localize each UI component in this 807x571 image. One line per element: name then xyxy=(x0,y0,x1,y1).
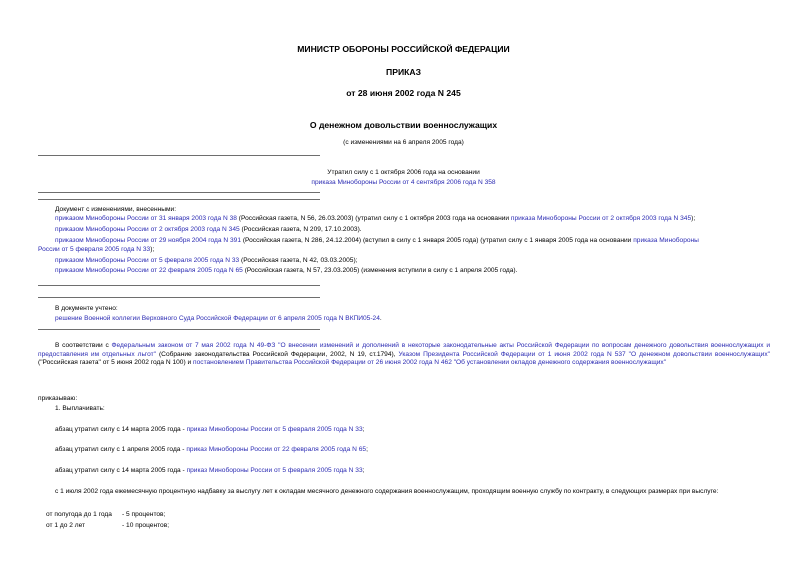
preamble-paragraph xyxy=(38,342,770,368)
change-3-repeal-link-b[interactable]: России от 5 февраля 2005 года N 33 xyxy=(38,246,151,253)
divider xyxy=(38,155,320,156)
change-1-link[interactable]: приказом Минобороны России от 31 января 2003 года N 38 xyxy=(55,215,237,222)
divider xyxy=(38,297,320,298)
preamble-text-3: ("Российская газета" от 5 июня 2002 года N 100) и xyxy=(38,359,194,367)
expired-notice: Утратил силу с 1 октября 2006 года на основании xyxy=(327,169,480,176)
considered-item xyxy=(55,315,382,324)
expired-link-line xyxy=(0,179,807,188)
divider xyxy=(38,199,320,200)
change-3-tail: ); xyxy=(150,246,155,253)
doc-subtitle: (с изменениями на 6 апреля 2005 года) xyxy=(343,139,464,146)
repealed-2-tail: ; xyxy=(366,446,368,453)
change-3-link[interactable]: приказом Минобороны России от 29 ноября 2004 года N 391 xyxy=(55,237,241,244)
government-resolution-link[interactable]: постановлением Правительства Российской Федерации от 26 июня 2002 года N 462 "Об установлении окладов денежного содержания военнослужащих" xyxy=(193,359,667,367)
change-item-1 xyxy=(55,215,695,224)
federal-law-link[interactable]: Федеральным законом от 7 мая 2002 года N 49-ФЗ "О внесении изменений и дополнений в некоторые законодательные акты Российской Федерации по вопросам денежного довольствия военнослужащих и предоставления им отдельных льгот" xyxy=(38,342,770,358)
president-decree-link[interactable]: Указом Президента Российской Федерации от 1 июня 2002 года N 537 "О денежном довольствии военнослужащих" xyxy=(398,350,770,358)
change-item-3 xyxy=(55,237,699,246)
change-4-text: (Российская газета, N 42, 03.03.2005); xyxy=(239,257,358,264)
change-item-5 xyxy=(55,267,517,276)
expired-order-link[interactable]: приказа Минобороны России от 4 сентября 2006 года N 358 xyxy=(311,179,496,186)
repealed-1-tail: ; xyxy=(362,426,365,433)
change-2-link[interactable]: приказом Минобороны России от 2 октября 2003 года N 345 xyxy=(55,226,240,233)
change-3-text: (Российская газета, N 286, 24.12.2004) (вступил в силу с 1 января 2005 года) (утратил силу с 1 января 2005 года на основании xyxy=(240,237,634,244)
divider xyxy=(38,285,320,286)
rate-row-value: - 10 процентов; xyxy=(122,522,170,529)
rate-row-period: от полугода до 1 года xyxy=(46,511,112,518)
divider xyxy=(38,192,320,193)
change-3-repeal-link-a[interactable]: приказа Минобороны xyxy=(633,237,699,244)
order-word: приказываю: xyxy=(38,395,78,402)
change-5-link[interactable]: приказом Минобороны России от 22 февраля 2005 года N 65 xyxy=(55,267,243,274)
repealed-2-link[interactable]: приказ Минобороны России от 22 февраля 2005 года N 65 xyxy=(186,446,367,453)
change-4-link[interactable]: приказом Минобороны России от 5 февраля 2005 года N 33 xyxy=(55,257,240,264)
preamble-text-2: (Собрание законодательства Российской Федерации, 2002, N 19, ст.1794), xyxy=(156,350,399,358)
rate-row-value: - 5 процентов; xyxy=(122,511,166,518)
repealed-paragraph-3 xyxy=(55,467,364,476)
order-item-1: 1. Выплачивать: xyxy=(55,405,105,412)
ministry-title: МИНИСТР ОБОРОНЫ РОССИЙСКОЙ ФЕДЕРАЦИИ xyxy=(297,44,510,54)
change-1-text: (Российская газета, N 56, 26.03.2003) (утратил силу с 1 октября 2003 года на основании xyxy=(236,215,511,222)
repealed-3-tail: ; xyxy=(362,467,365,474)
repealed-2-text: абзац утратил силу с 1 апреля 2005 года - xyxy=(55,446,187,453)
doc-date-number: от 28 июня 2002 года N 245 xyxy=(346,88,461,98)
change-2-text: (Российская газета, N 209, 17.10.2003). xyxy=(239,226,362,233)
repealed-1-link[interactable]: приказ Минобороны России от 5 февраля 2005 года N 33 xyxy=(186,426,363,433)
rate-row-period: от 1 до 2 лет xyxy=(46,522,86,529)
change-1-repeal-link[interactable]: приказа Минобороны России от 2 октября 2003 года N 345 xyxy=(510,215,692,222)
doc-type: ПРИКАЗ xyxy=(386,67,421,77)
change-5-text: (Российская газета, N 57, 23.03.2005) (изменения вступили в силу с 1 апреля 2005 года). xyxy=(242,267,518,274)
change-item-2 xyxy=(55,226,362,235)
considered-tail: . xyxy=(379,315,382,322)
changes-heading: Документ с изменениями, внесенными: xyxy=(55,206,177,213)
change-item-3-cont xyxy=(38,246,154,255)
divider xyxy=(38,329,320,330)
repealed-paragraph-1 xyxy=(55,426,364,435)
preamble-text-1: В соответствии с xyxy=(55,342,112,349)
repealed-paragraph-2 xyxy=(55,446,368,455)
change-item-4 xyxy=(55,257,358,266)
change-1-tail: ); xyxy=(691,215,696,222)
repealed-1-text: абзац утратил силу с 14 марта 2005 года - xyxy=(55,426,187,433)
doc-title: О денежном довольствии военнослужащих xyxy=(309,120,498,130)
repealed-3-text: абзац утратил силу с 14 марта 2005 года - xyxy=(55,467,187,474)
court-decision-link[interactable]: решение Военной коллегии Верховного Суда Российской Федерации от 6 апреля 2005 года N ВКПИ05-24 xyxy=(55,315,380,322)
repealed-3-link[interactable]: приказ Минобороны России от 5 февраля 2005 года N 33 xyxy=(186,467,363,474)
considered-heading: В документе учтено: xyxy=(55,305,118,312)
service-bonus-paragraph: с 1 июля 2002 года ежемесячную процентную надбавку за выслугу лет к окладам месячного денежного содержания военнослужащим, проходящим военную службу по контракту, в следующих размерах при выслуге: xyxy=(55,488,719,495)
